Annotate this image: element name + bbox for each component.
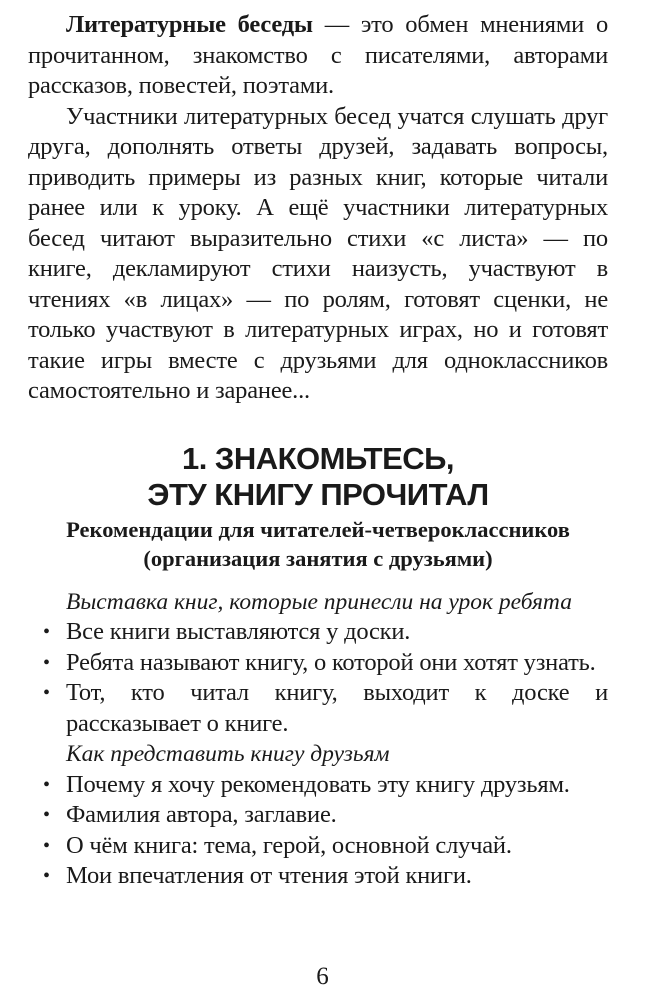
list-item: • Мои впечатления от чтения этой книги.	[28, 861, 608, 892]
term-definition: — это обмен мнениями о прочитанном, знакомство с писателями, авторами рассказов, повестей, поэтами.	[28, 11, 608, 99]
term-bold: Литературные беседы	[66, 11, 313, 38]
section-title-line-2: ЭТУ КНИГУ ПРОЧИТАЛ	[147, 476, 489, 512]
book-page	[28, 0, 608, 892]
section-subtitle-line-1: Рекомендации для читателей-четвероклассников	[66, 516, 570, 542]
bullet-icon: •	[43, 773, 50, 796]
section-subtitle-line-2: (организация занятия с друзьями)	[143, 545, 493, 571]
exhibition-list	[28, 617, 608, 739]
list-item: • Тот, кто читал книгу, выходит к доске и рассказывает о книге.	[43, 679, 608, 737]
list-item: • Все книги выставляются у доски.	[28, 617, 608, 648]
list-item: • Почему я хочу рекомендовать эту книгу друзьям.	[28, 770, 608, 801]
present-book-list	[28, 770, 608, 892]
list-item: • Ребята называют книгу, о которой они хотят узнать.	[28, 648, 608, 679]
intro-paragraph-2: Участники литературных бесед учатся слушать друг друга, дополнять ответы друзей, задавать вопросы, приводить примеры из разных книг, которые читали ранее или к уроку. А ещё участники литературных бесед читают выразительно стихи «с листа» — по книге, декламируют стихи наизусть, участвуют в чтениях «в лицах» — по ролям, готовят сценки, не только участвуют в литературных играх, но и готовят такие игры вместе с друзьями для одноклассников самостоятельно и заранее...	[28, 102, 608, 404]
bullet-icon: •	[43, 682, 50, 704]
page-number: 6	[316, 963, 329, 990]
section-title	[28, 441, 608, 513]
bullet-icon: •	[43, 651, 50, 674]
intro-paragraph-1	[28, 10, 608, 102]
bullet-icon: •	[43, 834, 50, 857]
section-subtitle	[28, 515, 608, 573]
group-label-present-book: Как представить книгу друзьям	[66, 741, 390, 767]
bullet-icon: •	[43, 865, 50, 887]
bullet-icon: •	[43, 621, 50, 643]
list-item: • О чём книга: тема, герой, основной случай.	[28, 831, 608, 862]
list-item: • Фамилия автора, заглавие.	[28, 800, 608, 831]
bullet-icon: •	[43, 804, 50, 826]
group-label-exhibition: Выставка книг, которые принесли на урок ребята	[66, 588, 572, 615]
section-title-line-1: 1. ЗНАКОМЬТЕСЬ,	[181, 440, 455, 476]
